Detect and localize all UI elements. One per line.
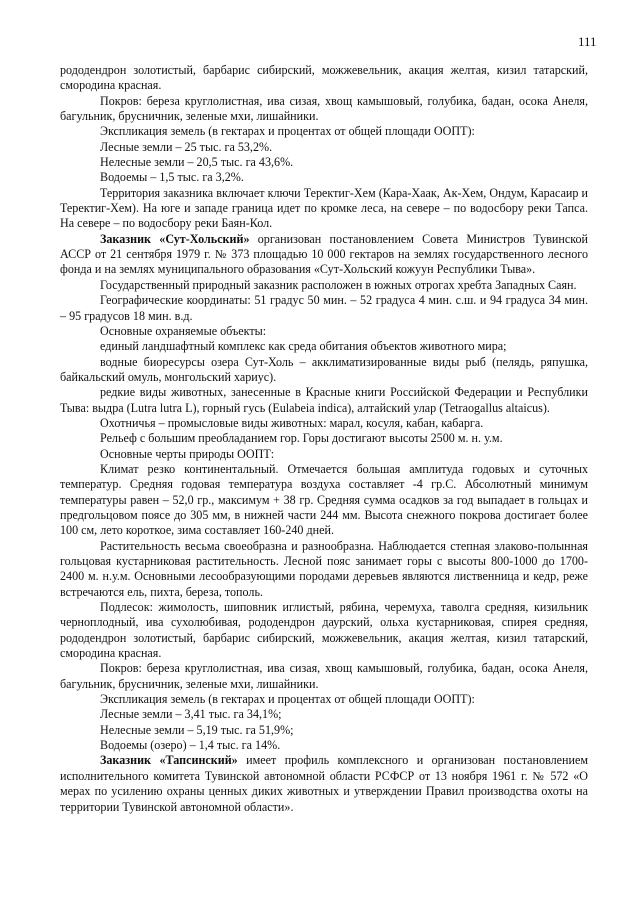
paragraph xyxy=(60,753,588,814)
paragraph xyxy=(60,63,588,94)
paragraph-text: Экспликация земель (в гектарах и процентах от общей площади ООПТ): xyxy=(100,692,475,707)
paragraph-text: Покров: береза круглолистная, ива сизая, хвощ камышовый, голубика, бадан, осока Анеля, багульник, брусничник, зеленые мхи, лишайники. xyxy=(60,661,588,691)
paragraph xyxy=(60,707,588,722)
paragraph xyxy=(60,447,588,462)
paragraph-text: Рельеф с большим преобладанием гор. Горы достигают высоты 2500 м. н. у.м. xyxy=(100,431,503,446)
paragraph xyxy=(60,661,588,692)
paragraph xyxy=(60,600,588,661)
paragraph xyxy=(60,324,588,339)
paragraph-text: редкие виды животных, занесенные в Красные книги Российской Федерации и Республики Тыва: выдра (Lutra lutra L), горный гусь (Eulabeia indica), алтайский улар (Tetraogallus altaicus). xyxy=(60,385,588,415)
paragraph xyxy=(60,355,588,386)
paragraph xyxy=(60,738,588,753)
paragraph-text: Лесные земли – 25 тыс. га 53,2%. xyxy=(100,139,273,154)
paragraph-text: организован постановлением Совета Министров Тувинской АССР от 21 сентября 1979 г. № 373 площадью 10 000 гектаров на землях государственного лесного фонда и на землях муниципального образования «Сут-Хольский кожуун Республики Тыва». xyxy=(60,231,588,277)
body-text xyxy=(60,63,588,815)
paragraph-heading: Заказник «Тапсинский» xyxy=(100,753,238,768)
paragraph-text: единый ландшафтный комплекс как среда обитания объектов животного мира; xyxy=(100,339,507,354)
paragraph xyxy=(60,339,588,354)
paragraph-text: Экспликация земель (в гектарах и процентах от общей площади ООПТ): xyxy=(100,124,475,139)
paragraph-heading: Заказник «Сут-Хольский» xyxy=(100,231,250,246)
paragraph-text: Территория заказника включает ключи Теректиг-Хем (Кара-Хаак, Ак-Хем, Ондум, Карасаир и Теректиг-Хем). На юге и западе граница идет по кромке леса, на севере – по водосбору реки Тапса. На севере – по водосбору реки Баян-Кол. xyxy=(60,185,588,231)
paragraph xyxy=(60,155,588,170)
paragraph xyxy=(60,232,588,278)
paragraph-text: Лесные земли – 3,41 тыс. га 34,1%; xyxy=(100,707,282,722)
paragraph-text: Нелесные земли – 20,5 тыс. га 43,6%. xyxy=(100,155,294,170)
paragraph xyxy=(60,723,588,738)
paragraph-text: имеет профиль комплексного и организован постановлением исполнительного комитета Тувинской автономной области РСФСР от 13 ноября 1961 г. № 572 «О мерах по усилению охраны ценных диких животных и утверждении Правил производства охоты на территории Тувинской автономной области». xyxy=(60,753,588,814)
paragraph xyxy=(60,170,588,185)
paragraph xyxy=(60,539,588,600)
paragraph-text: Водоемы (озеро) – 1,4 тыс. га 14%. xyxy=(100,738,281,753)
paragraph-text: Географические координаты: 51 градус 50 мин. – 52 градуса 4 мин. с.ш. и 94 градуса 34 мин. – 95 градусов 18 мин. в.д. xyxy=(60,293,588,323)
paragraph-text: Покров: береза круглолистная, ива сизая, хвощ камышовый, голубика, бадан, осока Aнеля, багульник, брусничник, зеленые мхи, лишайники. xyxy=(60,93,588,124)
page-number: 111 xyxy=(578,34,597,49)
paragraph-text: Нелесные земли – 5,19 тыс. га 51,9%; xyxy=(100,722,294,737)
paragraph-text: Растительность весьма своеобразна и разнообразна. Наблюдается степная злаково-полынная гольцовая кустарниковая растительность. Лесной пояс занимает горы с высоты 800-1000 до 1700-2400 м. н.у.м. Основными лесообразующими породами деревьев являются лиственница и кедр, реже встречаются ель, пихта, береза, тополь. xyxy=(60,538,588,599)
paragraph xyxy=(60,431,588,446)
paragraph xyxy=(60,293,588,324)
paragraph xyxy=(60,385,588,416)
paragraph xyxy=(60,278,588,293)
paragraph-text: Водоемы – 1,5 тыс. га 3,2%. xyxy=(100,170,244,185)
paragraph xyxy=(60,186,588,232)
paragraph-text: Государственный природный заказник расположен в южных отрогах хребта Западных Саян. xyxy=(100,277,577,292)
paragraph xyxy=(60,124,588,139)
paragraph xyxy=(60,94,588,125)
paragraph-text: Основные охраняемые объекты: xyxy=(100,323,267,338)
paragraph xyxy=(60,140,588,155)
paragraph-text: рододендрон золотистый, барбарис сибирский, можжевельник, акация желтая, кизил татарский, смородина красная. xyxy=(60,63,588,93)
paragraph-text: Климат резко континентальный. Отмечается большая амплитуда годовых и суточных температур. Средняя годовая температура воздуха составляет -4 гр.С. Абсолютный минимум температуры равен – 52,0 гр., максимум + 38 гр. Средняя сумма осадков за год выпадает в гольцах и предгольцовом поясе до 305 мм, в нижней части 244 мм. Высота снежного покрова достигает более 100 см, лето короткое, зима составляет 160-240 дней. xyxy=(60,461,588,538)
paragraph xyxy=(60,692,588,707)
paragraph-text: водные биоресурсы озера Сут-Холь – акклиматизированные виды рыб (пелядь, ряпушка, байкальский омуль, монгольский хариус). xyxy=(60,354,588,384)
paragraph-text: Охотничья – промысловые виды животных: марал, косуля, кабан, кабарга. xyxy=(100,415,484,430)
paragraph-text: Основные черты природы ООПТ: xyxy=(100,446,275,461)
paragraph-text: Подлесок: жимолость, шиповник иглистый, рябина, черемуха, таволга средняя, кизильник черноплодный, ива сухолюбивая, рододендрон даурский, ольха кустарниковая, спирея средняя, рододендрон золотистый, барбарис сибирский, можжевельник, акация желтая, кизил татарский, смородина красная. xyxy=(60,600,588,661)
paragraph xyxy=(60,462,588,539)
paragraph xyxy=(60,416,588,431)
